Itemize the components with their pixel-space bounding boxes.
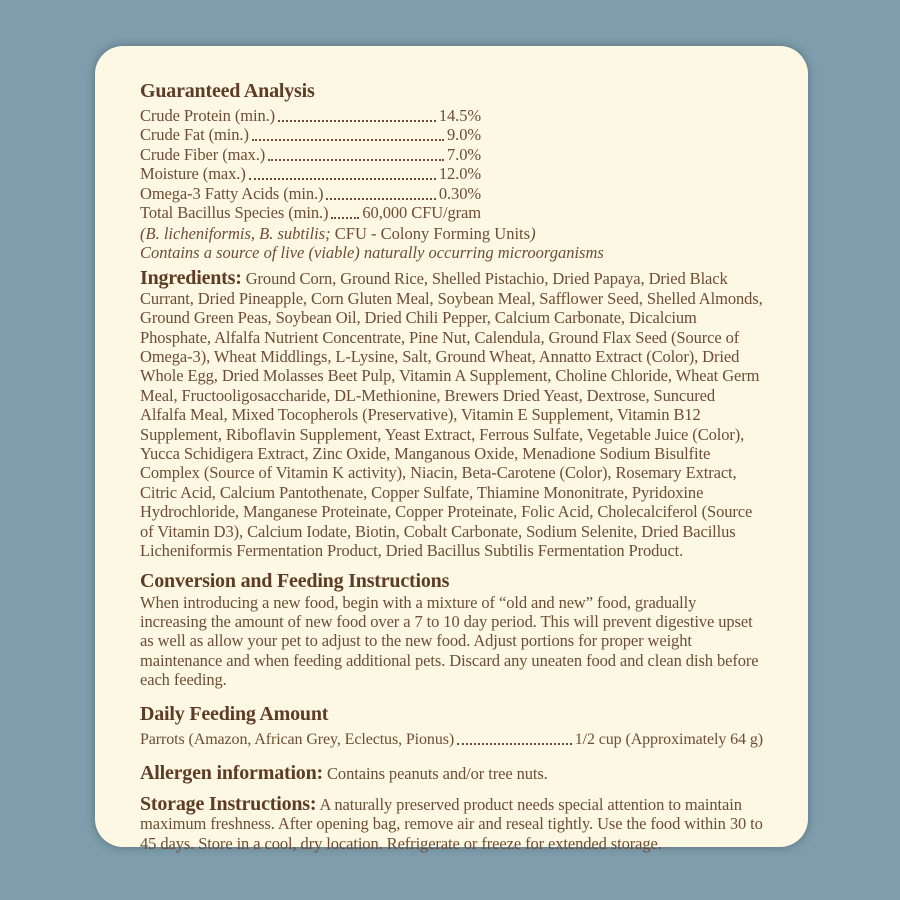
section-conversion-feeding xyxy=(140,570,763,690)
dot-leader xyxy=(268,159,444,161)
table-row xyxy=(140,126,481,146)
bacillus-species-note xyxy=(140,224,763,243)
bacillus-species-italic: (B. licheniformis, B. subtilis; xyxy=(140,224,331,243)
table-row xyxy=(140,145,481,165)
section-storage xyxy=(140,792,763,853)
dot-leader xyxy=(252,139,444,141)
table-row xyxy=(140,204,481,224)
feeding-amount-value: 1/2 cup (Approximately 64 g) xyxy=(574,730,763,748)
cfu-definition: CFU - Colony Forming Units xyxy=(330,224,531,243)
analysis-value: 0.30% xyxy=(438,183,481,203)
feeding-animal-label: Parrots (Amazon, African Grey, Eclectus, Pionus) xyxy=(140,730,455,748)
section-daily-feeding xyxy=(140,703,763,749)
conversion-feeding-paragraph: When introducing a new food, begin with a mixture of “old and new” food, gradually increasing the amount of new food over a 7 to 10 day period. This will prevent digestive upset as well as allow your pet to adjust to the new food. Adjust portions for proper weight maintenance and when feeding additional pets. Discard any uneaten food and clean dish before each feeding. xyxy=(140,592,759,690)
ingredients-heading: Ingredients: xyxy=(140,267,242,290)
analysis-value: 12.0% xyxy=(438,164,481,183)
section-guaranteed-analysis xyxy=(140,80,763,262)
analysis-label: Total Bacillus Species (min.) xyxy=(140,203,329,222)
allergen-text: Contains peanuts and/or tree nuts. xyxy=(323,763,548,783)
analysis-label: Omega-3 Fatty Acids (min.) xyxy=(140,183,324,203)
dot-leader xyxy=(457,743,572,745)
analysis-value: 14.5% xyxy=(438,105,481,125)
dot-leader xyxy=(326,198,435,200)
storage-text: A naturally preserved product needs special attention to maintain maximum freshness. After opening bag, remove air and reseal tightly. Use the food within 30 to 45 days. Store in a cool, dry location. Refrigerate or freeze for extended storage. xyxy=(140,794,763,853)
section-ingredients xyxy=(140,269,763,560)
ingredients-list: Ground Corn, Ground Rice, Shelled Pistachio, Dried Papaya, Dried Black Currant, Dried Pineapple, Corn Gluten Meal, Soybean Meal, Safflower Seed, Shelled Almonds, Ground Green Peas, Soybean Oil, Dried Chili Pepper, Calcium Carbonate, Dicalcium Phosphate, Alfalfa Nutrient Concentrate, Pine Nut, Calendula, Ground Flax Seed (Source of Omega-3), Wheat Middlings, L-Lysine, Salt, Ground Wheat, Annatto Extract (Color), Dried Whole Egg, Dried Molasses Beet Pulp, Vitamin A Supplement, Choline Chloride, Wheat Germ Meal, Fructooligosaccharide, DL-Methionine, Brewers Dried Yeast, Dextrose, Suncured Alfalfa Meal, Mixed Tocopherols (Preservative), Vitamin E Supplement, Vitamin B12 Supplement, Riboflavin Supplement, Yeast Extract, Ferrous Sulfate, Vegetable Juice (Color), Yucca Schidigera Extract, Zinc Oxide, Manganous Oxide, Menadione Sodium Bisulfite Complex (Source of Vitamin K activity), Niacin, Beta-Carotene (Color), Rosemary Extract, Citric Acid, Calcium Pantothenate, Copper Sulfate, Thiamine Mononitrate, Pyridoxine Hydrochloride, Manganese Proteinate, Copper Proteinate, Folic Acid, Cholecalciferol (Source of Vitamin D3), Calcium Iodate, Biotin, Cobalt Carbonate, Sodium Selenite, Dried Bacillus Licheniformis Fermentation Product, Dried Bacillus Subtilis Fermentation Product. xyxy=(140,269,763,561)
section-allergen xyxy=(140,761,763,784)
guaranteed-analysis-heading: Guaranteed Analysis xyxy=(140,80,315,102)
allergen-heading: Allergen information: xyxy=(140,761,323,784)
storage-heading: Storage Instructions: xyxy=(140,792,317,815)
analysis-label: Crude Fiber (max.) xyxy=(140,144,266,164)
pet-food-label-card xyxy=(95,46,808,853)
guaranteed-analysis-table xyxy=(140,106,481,223)
allergen-paragraph xyxy=(140,761,763,784)
guaranteed-analysis-notes xyxy=(140,224,763,262)
analysis-label: Crude Fat (min.) xyxy=(140,125,249,144)
analysis-value: 7.0% xyxy=(447,144,481,164)
table-row xyxy=(140,165,481,185)
dot-leader xyxy=(278,120,436,122)
analysis-value: 60,000 CFU/gram xyxy=(362,203,481,222)
daily-feeding-row xyxy=(140,729,763,749)
table-row xyxy=(140,106,481,126)
dot-leader xyxy=(249,178,436,180)
storage-paragraph xyxy=(140,792,763,853)
analysis-label: Crude Protein (min.) xyxy=(140,105,276,125)
dot-leader xyxy=(331,217,359,219)
conversion-feeding-heading: Conversion and Feeding Instructions xyxy=(140,569,450,592)
analysis-value: 9.0% xyxy=(447,125,481,144)
analysis-label: Moisture (max.) xyxy=(140,164,246,183)
live-microorganisms-note: Contains a source of live (viable) naturally occurring microorganisms xyxy=(140,243,604,263)
note-close-paren: ) xyxy=(530,224,536,243)
daily-feeding-heading: Daily Feeding Amount xyxy=(140,702,329,725)
table-row xyxy=(140,184,481,204)
ingredients-paragraph xyxy=(140,269,763,560)
